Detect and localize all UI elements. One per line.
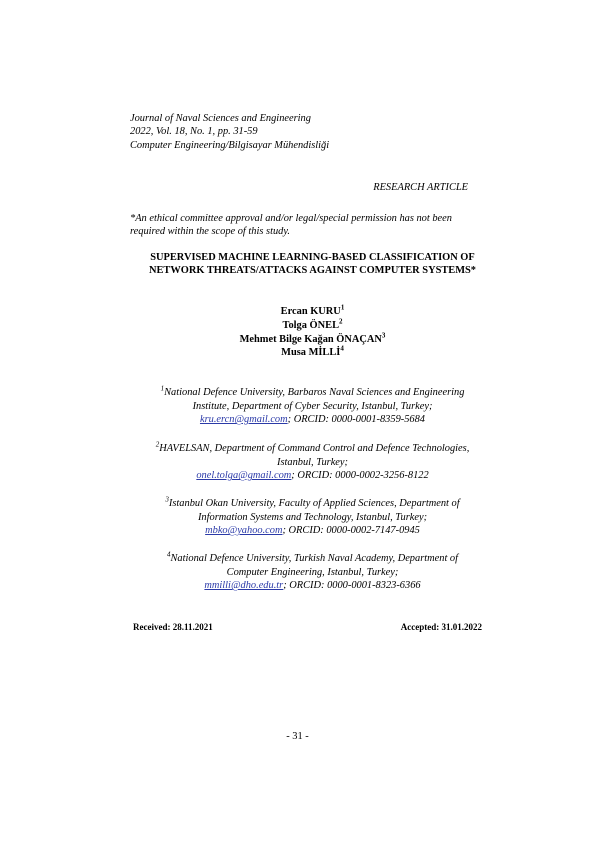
- author-affiliation-mark: 2: [339, 317, 343, 326]
- received-date: Received: 28.11.2021: [133, 622, 213, 632]
- affiliation-line: Information Systems and Technology, Istanbul, Turkey;: [197, 511, 428, 523]
- email-link[interactable]: onel.tolga@gmail.com: [196, 470, 292, 482]
- journal-name: Journal of Naval Sciences and Engineering: [130, 113, 311, 124]
- affiliation-line: Computer Engineering, Istanbul, Turkey;: [226, 566, 399, 578]
- affiliation: [130, 386, 495, 427]
- journal-volume-info: 2022, Vol. 18, No. 1, pp. 31-59: [130, 126, 258, 138]
- author: [130, 333, 495, 347]
- affiliation-line: HAVELSAN, Department of Command Control and Defence Technologies,: [159, 443, 470, 454]
- affiliation-number: 3: [165, 495, 169, 504]
- author-name: Musa MİLLİ: [281, 347, 341, 359]
- page-number: - 31 -: [286, 731, 309, 742]
- author-name: Mehmet Bilge Kağan ÖNAÇAN: [239, 333, 382, 345]
- author-list: [130, 305, 495, 360]
- email-link[interactable]: mbko@yahoo.com: [205, 525, 283, 537]
- author: [130, 305, 495, 319]
- author-name: Ercan KURU: [280, 306, 341, 317]
- orcid: ; ORCID: 0000-0002-7147-0945: [282, 525, 420, 537]
- affiliation-number: 2: [155, 440, 160, 449]
- affiliation-line: Istanbul, Turkey;: [277, 456, 348, 468]
- affiliation: [130, 442, 495, 483]
- author-name: Tolga ÖNEL: [282, 319, 339, 331]
- article-type: RESEARCH ARTICLE: [373, 182, 468, 193]
- affiliation: [130, 497, 495, 538]
- journal-field: Computer Engineering/Bilgisayar Mühendisliği: [130, 139, 330, 151]
- ethics-note: *An ethical committee approval and/or legal/special permission has not been required within the scope of this study.: [130, 213, 452, 238]
- affiliation-line: National Defence University, Turkish Naval Academy, Department of: [170, 553, 459, 564]
- orcid: ; ORCID: 0000-0001-8323-6366: [283, 580, 421, 592]
- paper-title: SUPERVISED MACHINE LEARNING-BASED CLASSIFICATION OF NETWORK THREATS/ATTACKS AGAINST COMPUTER SYSTEMS*: [149, 252, 476, 277]
- author: [130, 319, 495, 333]
- author-affiliation-mark: 1: [340, 303, 345, 312]
- affiliation-number: 4: [166, 550, 171, 559]
- orcid: ; ORCID: 0000-0002-3256-8122: [291, 470, 429, 482]
- affiliation-line: Institute, Department of Cyber Security, Istanbul, Turkey;: [192, 400, 433, 412]
- author-affiliation-mark: 4: [340, 344, 344, 353]
- affiliation-line: National Defence University, Barbaros Naval Sciences and Engineering: [164, 387, 465, 398]
- orcid: ; ORCID: 0000-0001-8359-5684: [287, 414, 426, 426]
- affiliation: [130, 552, 495, 593]
- author: [130, 346, 495, 360]
- email-link[interactable]: kru.ercn@gmail.com: [199, 414, 288, 426]
- journal-header: [130, 112, 329, 152]
- affiliation-number: 1: [160, 384, 165, 393]
- email-link[interactable]: mmilli@dho.edu.tr: [204, 580, 284, 592]
- accepted-date: Accepted: 31.01.2022: [400, 622, 482, 632]
- author-affiliation-mark: 3: [381, 331, 386, 340]
- affiliation-line: Istanbul Okan University, Faculty of Applied Sciences, Department of: [168, 498, 460, 509]
